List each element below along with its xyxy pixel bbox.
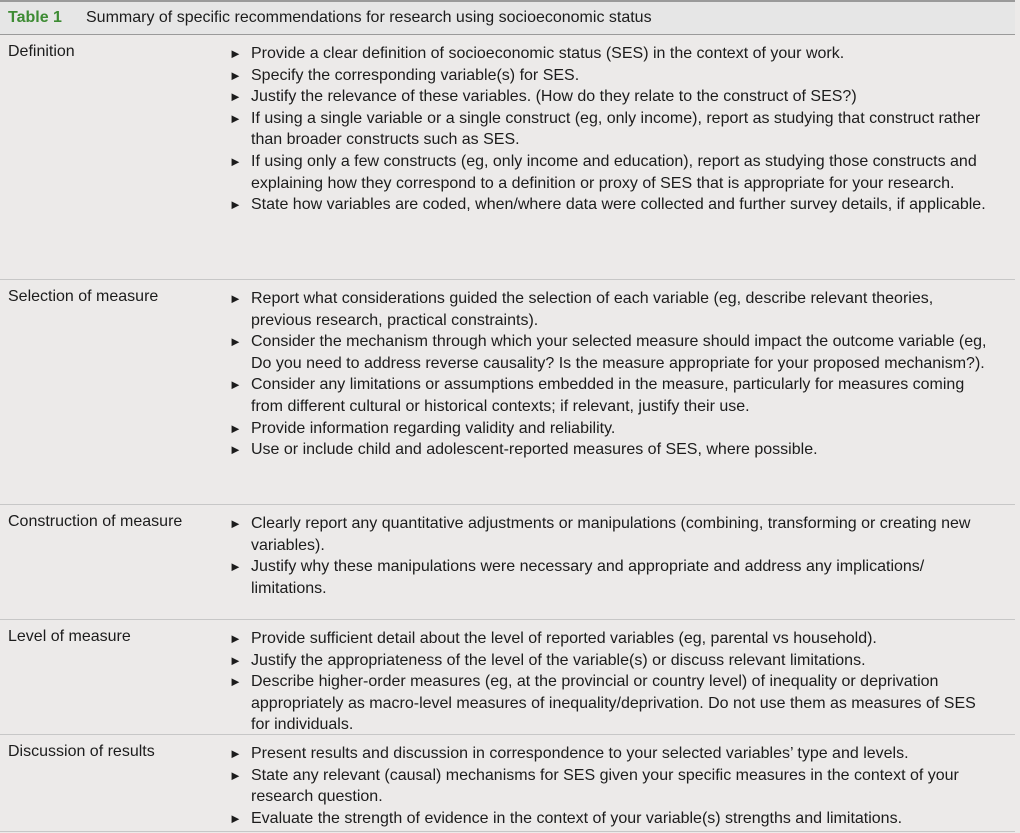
list-item: ► Report what considerations guided the selection of each variable (eg, describe relevant theories, previous research, practical constraints). [229, 290, 934, 329]
recommendations-table [0, 34, 1015, 832]
list-item: ► Use or include child and adolescent-reported measures of SES, where possible. [0, 439, 991, 461]
table-row [0, 35, 1015, 280]
bullet-arrow-icon: ► [229, 559, 242, 575]
list-item: ► Evaluate the strength of evidence in the context of your variable(s) strengths and limitations. [0, 808, 991, 830]
row-label: Definition [8, 43, 75, 60]
list-item: ► Justify why these manipulations were necessary and appropriate and address any implications/ limitations. [229, 558, 925, 597]
list-item: ► Justify the relevance of these variables. (How do they relate to the construct of SES?) [0, 86, 991, 108]
bullet-arrow-icon: ► [229, 377, 242, 393]
bullet-arrow-icon: ► [229, 516, 242, 531]
bullet-arrow-icon: ► [229, 442, 242, 458]
row-label: Selection of measure [8, 288, 159, 305]
bullet-arrow-icon: ► [229, 767, 242, 783]
list-item: ► Provide a clear definition of socioeconomic status (SES) in the context of your work. [0, 43, 991, 65]
bullet-list [0, 735, 1015, 829]
list-item: ► Specify the corresponding variable(s) for SES. [0, 65, 991, 87]
table-title: Summary of specific recommendations for research using socioeconomic status [86, 9, 652, 26]
list-item: ► Consider the mechanism through which your selected measure should impact the outcome variable (eg, Do you need to address reverse causality? Is the measure appropriate for your proposed mechanism?). [229, 333, 987, 372]
bullet-arrow-icon: ► [229, 291, 242, 306]
row-label: Level of measure [8, 628, 131, 645]
row-label: Discussion of results [8, 743, 155, 760]
table-row [0, 620, 1015, 735]
bullet-arrow-icon: ► [229, 67, 242, 83]
list-item: ► State how variables are coded, when/where data were collected and further survey details, if applicable. [0, 194, 991, 216]
list-item: ► Clearly report any quantitative adjustments or manipulations (combining, transforming or creating new variables). [229, 515, 971, 554]
row-label: Construction of measure [8, 513, 183, 530]
list-item: ► Consider any limitations or assumptions embedded in the measure, particularly for measures coming from different cultural or historical contexts; if relevant, justify their use. [229, 376, 965, 415]
list-item: ► Justify the appropriateness of the level of the variable(s) or discuss relevant limitations. [0, 650, 991, 672]
bullet-arrow-icon: ► [229, 197, 242, 213]
bullet-list [0, 505, 1015, 599]
table-label: Table 1 [8, 9, 62, 26]
bullet-list [0, 620, 1015, 736]
list-item: ► If using only a few constructs (eg, only income and education), report as studying those constructs and explaining how they correspond to a definition or proxy of SES that is appropriate for your research. [229, 152, 977, 192]
bullet-arrow-icon: ► [229, 46, 242, 61]
list-item: ► Present results and discussion in correspondence to your selected variables’ type and levels. [0, 743, 991, 765]
bullet-arrow-icon: ► [229, 334, 242, 350]
bullet-list [0, 280, 1015, 461]
list-item: ► Provide information regarding validity and reliability. [0, 418, 991, 440]
list-item: ► Describe higher-order measures (eg, at the provincial or country level) of inequality or deprivation appropriately as macro-level measures of inequality/deprivation. Do not use them as measures of SES for individuals. [229, 673, 976, 734]
bullet-arrow-icon: ► [229, 110, 242, 126]
list-item: ► State any relevant (causal) mechanisms for SES given your specific measures in the context of your research question. [229, 766, 959, 806]
bullet-list [0, 35, 1015, 216]
table-row [0, 280, 1015, 505]
bullet-arrow-icon: ► [229, 652, 242, 668]
bullet-arrow-icon: ► [229, 746, 242, 761]
table-caption [0, 0, 1015, 34]
list-item: ► Provide sufficient detail about the level of reported variables (eg, parental vs household). [0, 628, 991, 650]
bullet-arrow-icon: ► [229, 153, 242, 169]
bullet-arrow-icon: ► [229, 810, 242, 826]
table-row [0, 735, 1015, 832]
bullet-arrow-icon: ► [229, 631, 242, 646]
bullet-arrow-icon: ► [229, 89, 242, 105]
bullet-arrow-icon: ► [229, 420, 242, 436]
table-row [0, 505, 1015, 620]
list-item: ► If using a single variable or a single construct (eg, only income), report as studying that construct rather than broader constructs such as SES. [229, 109, 981, 149]
bullet-arrow-icon: ► [229, 674, 242, 690]
